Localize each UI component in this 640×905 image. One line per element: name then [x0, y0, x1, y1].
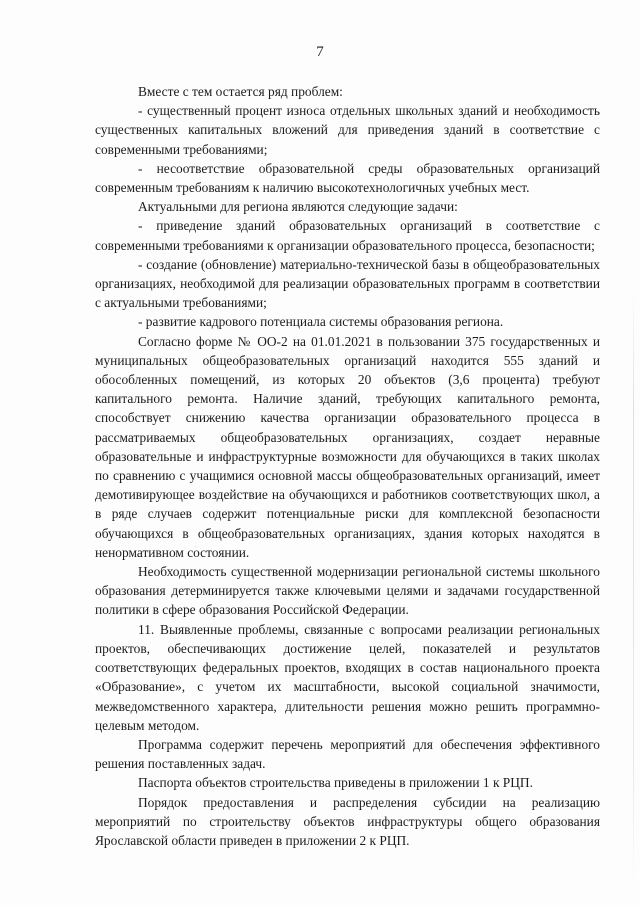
page-number: 7: [316, 44, 324, 60]
paragraph-tasks-intro: Актуальными для региона являются следующие задачи:: [138, 199, 458, 215]
paragraph-task-material-base: - создание (обновление) материально-технической базы в общеобразовательных организациях, необходимой для реализации образовательных программ в соответствии с актуальными требованиями;: [95, 256, 600, 311]
paragraph-problems-intro: Вместе с тем остается ряд проблем:: [138, 84, 343, 99]
paragraph-problem-wear: - существенный процент износа отдельных школьных зданий и необходимость существенных капитальных вложений для приведения зданий в соответствие с современными требованиями;: [95, 103, 600, 157]
paragraph-appendix-1: Паспорта объектов строительства приведены в приложении 1 к РЦП.: [138, 775, 533, 791]
paragraph-task-staff: - развитие кадрового потенциала системы образования региона.: [138, 314, 504, 330]
paragraph-task-buildings: - приведение зданий образовательных организаций в соответствие с современными требованиями к организации образовательного процесса, безопасности;: [95, 218, 600, 253]
paragraph-statistics: Согласно форме № ОО-2 на 01.01.2021 в пользовании 375 государственных и муниципальных общеобразовательных организаций находится 555 зданий и обособленных помещений, из которых 20 объектов (3,6 процента) требуют капитального ремонта. Наличие зданий, требующих капитального ремонта, способствует снижению качества организации образовательного процесса в рассматриваемых общеобразовательных организациях, создает неравные образовательные и инфраструктурные возможности для обучающихся в таких школах по сравнению с учащимися основной массы общеобразовательных организаций, имеет демотивирующее воздействие на обучающихся и работников соответствующих школ, а в ряде случаев содержит потенциальные риски для комплексной безопасности обучающихся в общеобразовательных организациях, здания которых находятся в ненормативном состоянии.: [95, 333, 600, 560]
paragraph-modernization: Необходимость существенной модернизации региональной системы школьного образования детерминируется также ключевыми целями и задачами государственной политики в сфере образования Российской Федерации.: [95, 564, 600, 618]
scan-edge-shadow: [633, 290, 634, 890]
paragraph-appendix-2: Порядок предоставления и распределения субсидии на реализацию мероприятий по строительству объектов инфраструктуры общего образования Ярославской области приведен в приложении 2 к РЦП.: [95, 794, 600, 848]
paragraph-problem-environment: - несоответствие образовательной среды образовательных организаций современным требованиям к наличию высокотехнологичных учебных мест.: [95, 160, 600, 196]
paragraph-section-11: 11. Выявленные проблемы, связанные с вопросами реализации региональных проектов, обеспечивающих достижение целей, показателей и результатов соответствующих федеральных проектов, входящих в состав национального проекта «Образование», с учетом их масштабности, высокой социальной значимости, межведомственного характера, длительности решения можно решить программно-целевым методом.: [95, 621, 600, 733]
paragraph-program-contents: Программа содержит перечень мероприятий для обеспечения эффективного решения поставленных задач.: [95, 736, 600, 772]
document-body: [95, 82, 600, 850]
